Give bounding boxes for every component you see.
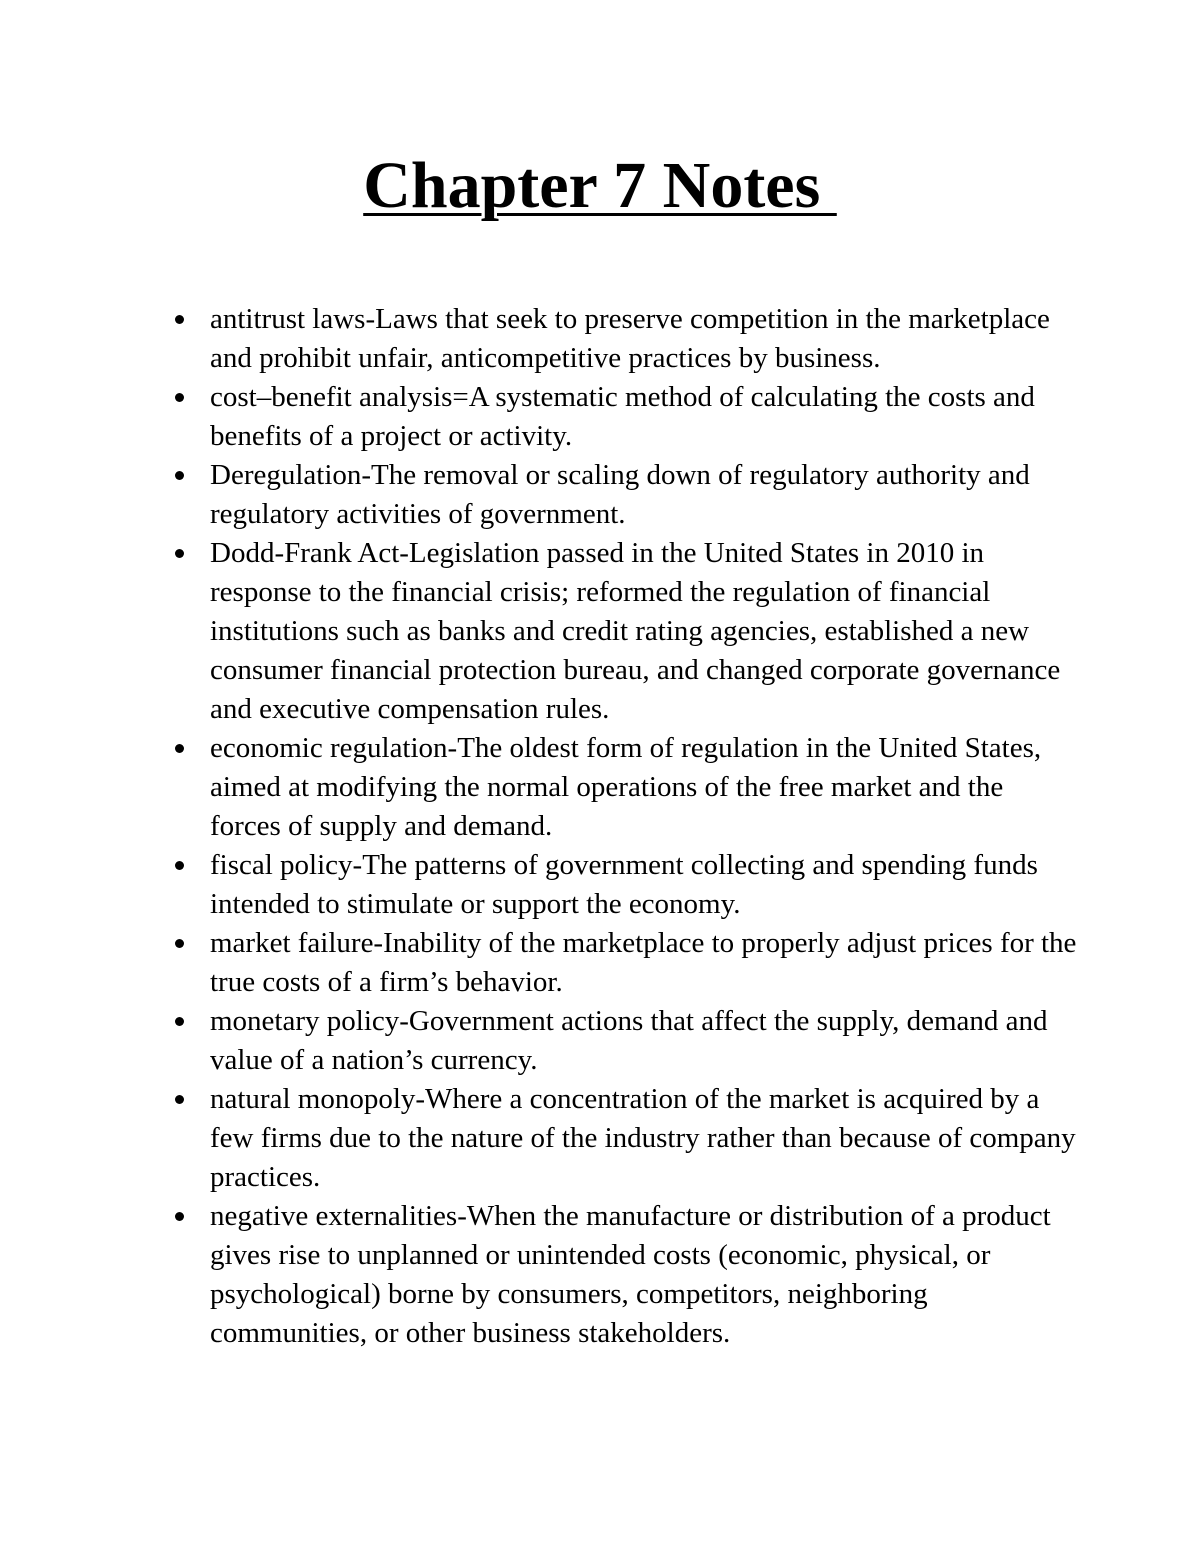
list-item xyxy=(210,1197,1080,1353)
notes-list xyxy=(210,300,1080,1353)
bullet-icon xyxy=(175,471,184,480)
note-text: negative externalities-When the manufacture or distribution of a product gives rise to unplanned or unintended costs (economic, physical, or psychological) borne by consumers, competitors, neighboring communities, or other business stakeholders. xyxy=(210,1200,1051,1349)
bullet-icon xyxy=(175,1017,184,1026)
list-item xyxy=(210,924,1080,1002)
bullet-icon xyxy=(175,1212,184,1221)
note-text: market failure-Inability of the marketplace to properly adjust prices for the true costs of a firm’s behavior. xyxy=(210,927,1077,998)
list-item xyxy=(210,846,1080,924)
note-text: economic regulation-The oldest form of regulation in the United States, aimed at modifying the normal operations of the free market and the forces of supply and demand. xyxy=(210,732,1042,842)
note-text: cost–benefit analysis=A systematic method of calculating the costs and benefits of a project or activity. xyxy=(210,381,1035,452)
list-item xyxy=(210,1080,1080,1197)
bullet-icon xyxy=(175,393,184,402)
note-text: natural monopoly-Where a concentration of the market is acquired by a few firms due to the nature of the industry rather than because of company practices. xyxy=(210,1083,1076,1193)
bullet-icon xyxy=(175,939,184,948)
bullet-icon xyxy=(175,861,184,870)
bullet-icon xyxy=(175,549,184,558)
list-item xyxy=(210,534,1080,729)
page-title xyxy=(0,145,1200,227)
note-text: Deregulation-The removal or scaling down of regulatory authority and regulatory activities of government. xyxy=(210,459,1030,530)
bullet-icon xyxy=(175,1095,184,1104)
list-item xyxy=(210,729,1080,846)
note-text: fiscal policy-The patterns of government collecting and spending funds intended to stimulate or support the economy. xyxy=(210,849,1038,920)
note-text: monetary policy-Government actions that affect the supply, demand and value of a nation’s currency. xyxy=(210,1005,1048,1076)
list-item xyxy=(210,456,1080,534)
list-item xyxy=(210,300,1080,378)
page-title-text: Chapter 7 Notes xyxy=(363,149,837,222)
note-text: Dodd-Frank Act-Legislation passed in the United States in 2010 in response to the financial crisis; reformed the regulation of financial institutions such as banks and credit rating agencies, established a new consumer financial protection bureau, and changed corporate governance and executive compensation rules. xyxy=(210,537,1061,725)
note-text: antitrust laws-Laws that seek to preserve competition in the marketplace and prohibit unfair, anticompetitive practices by business. xyxy=(210,303,1050,374)
list-item xyxy=(210,1002,1080,1080)
bullet-icon xyxy=(175,744,184,753)
list-item xyxy=(210,378,1080,456)
bullet-icon xyxy=(175,315,184,324)
